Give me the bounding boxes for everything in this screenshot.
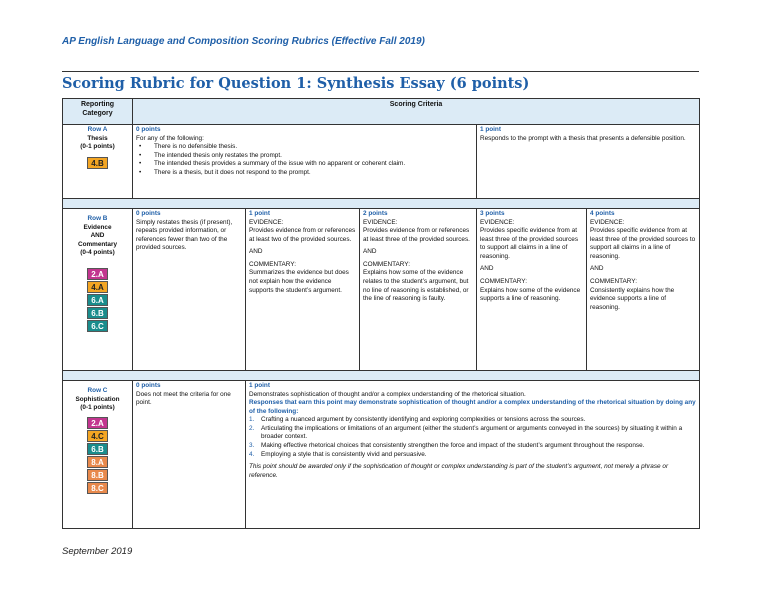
list-item: Articulating the implications or limitations of an argument (either the student’s argument or arguments conveyed in the sources) by situating it within a broader context. [261,424,683,441]
row-c-0-points-label: 0 points [136,382,161,389]
row-c-0-text: Does not meet the criteria for one point. [136,390,231,407]
row-c-1-text: Demonstrates sophistication of thought and/or a complex understanding of the rhetorical situation. [249,390,526,398]
list-item: • There is a thesis, but it does not respond to the prompt. [136,169,473,178]
row-b-and: AND [90,232,105,240]
row-c-skill-badges [66,417,129,494]
skill-badge-2a: 2.A [87,268,108,280]
list-item: Making effective rhetorical choices that consistently strengthen the force and impact of the student’s argument throughout the response. [261,442,645,450]
skill-badge-4b: 4.B [87,157,108,169]
list-item: Employing a style that is consistently vivid and persuasive. [261,450,427,458]
row-b-0-points-cell [133,209,246,371]
commentary-text: Summarizes the evidence but does not explain how the evidence supports the student’s argument. [249,269,349,294]
and-text: AND [363,248,377,256]
row-c-range: (0-1 points) [80,404,115,412]
row-c-1-items [249,416,696,459]
rubric-title: Scoring Rubric for Question 1: Synthesis Essay (6 points) [62,75,530,92]
commentary-text: Explains how some of the evidence supports a line of reasoning. [480,286,581,303]
and-text: AND [590,265,604,273]
list-item: • The intended thesis only restates the prompt. [136,152,473,161]
and-text: AND [249,248,263,256]
row-c-1-point-cell [246,381,700,529]
skill-badge-4c: 4.C [87,430,108,442]
row-b-category [63,209,133,371]
header-divider [62,71,699,72]
evidence-label: EVIDENCE: [363,218,398,226]
evidence-label: EVIDENCE: [249,218,284,226]
row-c-category [63,381,133,529]
row-b-2-points-label: 2 points [363,210,388,217]
list-item: • There is no defensible thesis. [136,143,473,152]
evidence-text: Provides specific evidence from at least three of the provided sources to support all claims in a line of reasoning. [480,227,579,260]
row-b-0-text: Simply restates thesis (if present), repeats provided information, or references fewer than two of the provided sources. [136,218,233,252]
row-b-1-point-label: 1 point [249,210,270,217]
skill-badge-8c: 8.C [87,482,108,494]
commentary-label: COMMENTARY: [480,278,527,286]
reporting-category-header: Reporting Category [63,99,133,125]
skill-badge-8a: 8.A [87,456,108,468]
row-b-skill-badges [66,268,129,332]
evidence-label: EVIDENCE: [590,218,625,226]
commentary-text: Consistently explains how the evidence supports a line of reasoning. [590,286,675,311]
row-b-2-points-cell [360,209,477,371]
row-b-evidence-commentary [63,209,700,371]
row-b-label: Row B [87,215,108,222]
row-c-1-note: This point should be awarded only if the sophistication of thought or complex understanding is part of the student’s argument, not merely a phrase or reference. [249,463,669,479]
row-b-1-point-cell [246,209,360,371]
row-c-category-name: Sophistication [75,395,120,403]
row-c-1-point-label: 1 point [249,382,270,389]
list-item: Crafting a nuanced argument by consistently identifying and exploring complexities or tensions across the sources. [261,416,586,424]
skill-badge-6a: 6.A [87,294,108,306]
and-text: AND [480,265,494,273]
row-a-skill-badges [66,157,129,169]
row-c-label: Row C [87,387,108,394]
commentary-label: COMMENTARY: [590,278,637,286]
row-b-category-name: Evidence [83,223,112,231]
row-c-1-lead: Responses that earn this point may demonstrate sophistication of thought and/or a complex understanding of the rhetorical situation by doing any of the following: [249,399,696,415]
row-c-sophistication [63,381,700,529]
row-spacer [63,199,700,209]
skill-badge-8b: 8.B [87,469,108,481]
row-a-range: (0-1 points) [80,143,115,151]
list-item: • The intended thesis provides a summary of the issue with no apparent or coherent claim. [136,160,473,169]
row-c-0-points-cell [133,381,246,529]
row-b-3-points-label: 3 points [480,210,505,217]
skill-badge-6c: 6.C [87,320,108,332]
skill-badge-4a: 4.A [87,281,108,293]
row-a-0-points-cell [133,125,477,199]
evidence-text: Provides specific evidence from at least three of the provided sources to support all claims in a line of reasoning. [590,227,696,260]
row-a-1-point-label: 1 point [480,126,501,133]
row-a-0-points-label: 0 points [136,126,161,133]
skill-badge-2a: 2.A [87,417,108,429]
row-b-4-points-label: 4 points [590,210,615,217]
row-a-thesis [63,125,700,199]
table-header-row [63,99,700,125]
row-a-0-intro: For any of the following: [136,134,204,142]
row-a-1-point-text: Responds to the prompt with a thesis that presents a defensible position. [480,134,686,142]
scoring-criteria-header: Scoring Criteria [133,99,700,125]
scoring-rubric-table [62,98,700,529]
skill-badge-6b: 6.B [87,443,108,455]
document-footer-date: September 2019 [62,546,133,557]
skill-badge-6b: 6.B [87,307,108,319]
row-b-range: (0-4 points) [80,249,115,257]
row-b-4-points-cell [587,209,700,371]
row-spacer [63,371,700,381]
row-a-category [63,125,133,199]
row-a-category-name: Thesis [87,134,108,142]
commentary-label: COMMENTARY: [249,260,296,268]
evidence-text: Provides evidence from or references at least three of the provided sources. [363,227,470,243]
evidence-text: Provides evidence from or references at least two of the provided sources. [249,227,356,243]
row-a-label: Row A [87,126,108,133]
commentary-label: COMMENTARY: [363,260,410,268]
commentary-text: Explains how some of the evidence relates to the student’s argument, but no line of reasoning is established, or the line of reasoning is faulty. [363,269,469,303]
row-b-3-points-cell [477,209,587,371]
evidence-label: EVIDENCE: [480,218,515,226]
row-a-0-bullets [136,143,473,177]
row-b-category-name-2: Commentary [77,240,118,248]
document-header: AP English Language and Composition Scoring Rubrics (Effective Fall 2019) [62,36,425,47]
row-a-1-point-cell [477,125,700,199]
row-b-0-points-label: 0 points [136,210,161,217]
